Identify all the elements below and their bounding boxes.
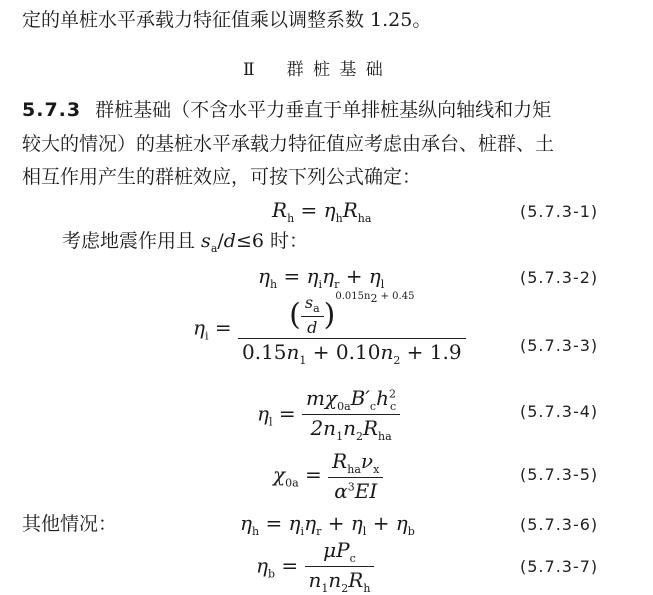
- paragraph-text-1: 群桩基础（不含水平力垂直于单排桩基纵向轴线和力矩: [95, 99, 552, 121]
- equation-number-1: (5.7.3-1): [520, 202, 599, 221]
- equation-2: $\eta_h = \eta_i\eta_r + \eta_l$: [258, 264, 385, 291]
- equation-number-5: (5.7.3-5): [520, 465, 599, 484]
- equation-4: $\eta_l$ = $\frac{m\chi_{0a}B'_ch^2_c}{2n_1n_2R_{ha}}$: [257, 388, 400, 442]
- equation-7: $\eta_b$ = $\frac{\mu P_c}{n_1n_2R_h}$: [256, 540, 374, 594]
- section-roman-numeral: Ⅱ: [243, 60, 257, 80]
- equation-5: $\chi_{0a}$ = $\frac{R_{ha}\nu_x}{\alpha^3EI}$: [273, 451, 383, 501]
- equation-1: $R_h = \eta_hR_{ha}$: [272, 198, 372, 225]
- paragraph-line-2: 较大的情况）的基桩水平承载力特征值应考虑由承台、桩群、土: [22, 133, 555, 155]
- equation-number-6: (5.7.3-6): [520, 515, 599, 534]
- condition-prefix: 考虑地震作用且: [62, 230, 202, 252]
- equation-number-2: (5.7.3-2): [520, 268, 599, 287]
- condition-suffix: ≤6 时：: [235, 230, 309, 252]
- paragraph-line-3: 相互作用产生的群桩效应，可按下列公式确定：: [22, 166, 422, 188]
- fraction-chi-0a: $\frac{R_{ha}\nu_x}{\alpha^3EI}$: [328, 451, 383, 501]
- fraction-eta-i: ( $\frac{s_a}{d}$ )$^{0.015n_2 + 0.45}$ $0.15n_1 + 0.10n_2 + 1.9$: [238, 292, 466, 366]
- equation-6: $\eta_h = \eta_i\eta_r + \eta_l + \eta_b$: [240, 511, 415, 538]
- text-line-1: 定的单桩水平承载力特征值乘以调整系数 1.25。: [22, 9, 432, 31]
- paragraph-line-1: [22, 101, 551, 120]
- equation-3: $\eta_i$ = ( $\frac{s_a}{d}$ )$^{0.015n_2 + 0.45}$ $0.15n_1 + 0.10n_2 + 1.9$: [193, 292, 466, 366]
- fraction-eta-b: $\frac{\mu P_c}{n_1n_2R_h}$: [305, 540, 375, 594]
- equation-number-7: (5.7.3-7): [520, 557, 599, 576]
- other-cases-label: 其他情况：: [22, 513, 118, 535]
- clause-number: 5.7.3: [22, 99, 82, 121]
- fraction-eta-l: $\frac{m\chi_{0a}B'_ch^2_c}{2n_1n_2R_{ha}}$: [302, 388, 400, 442]
- equation-number-4: (5.7.3-4): [520, 402, 599, 421]
- condition-text: 考虑地震作用且 $s_a/d\le 6$ 时：: [62, 230, 309, 255]
- section-title: 群 桩 基 础: [286, 60, 385, 80]
- section-heading: [243, 62, 385, 79]
- equation-number-3: (5.7.3-3): [520, 336, 599, 355]
